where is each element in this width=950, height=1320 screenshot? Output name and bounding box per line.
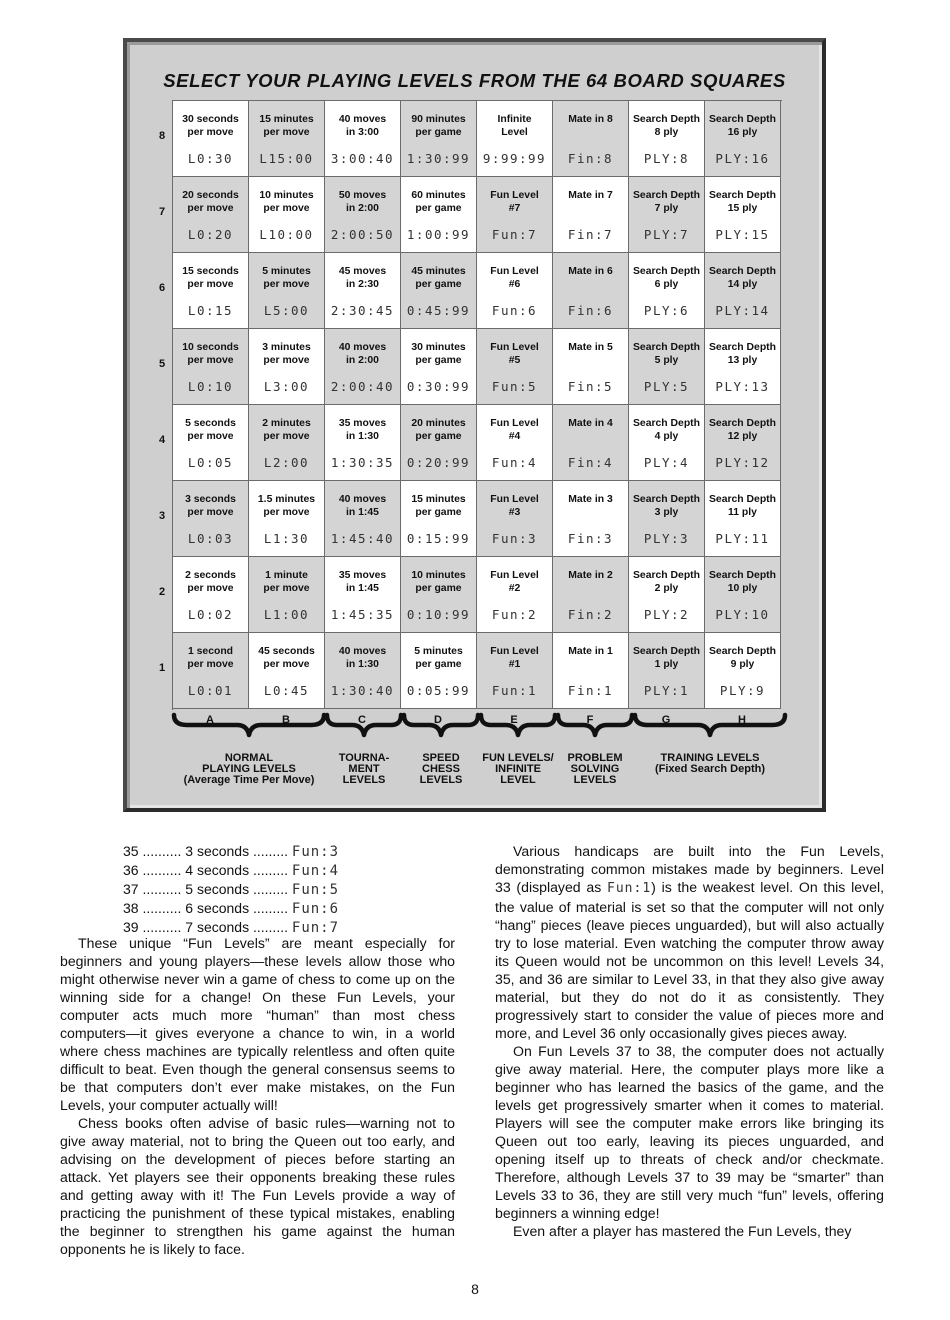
square-label-line2: per game bbox=[415, 355, 462, 366]
brace-problem bbox=[558, 715, 632, 735]
square-label-line1: 2 seconds bbox=[185, 570, 236, 581]
leader-dots: ......... bbox=[252, 881, 288, 897]
time-value: 6 seconds bbox=[185, 900, 250, 916]
square-label-line2: #7 bbox=[508, 203, 521, 214]
square-label-line1: 45 moves bbox=[338, 266, 387, 277]
square-label-line1: Mate in 7 bbox=[568, 190, 613, 201]
lcd-display-text: L0:01 bbox=[187, 683, 234, 698]
square-label-line2: per move bbox=[263, 355, 310, 366]
time-value: 5 seconds bbox=[185, 881, 250, 897]
fun-level-row bbox=[123, 899, 339, 918]
square-label-line2: per move bbox=[187, 583, 234, 594]
lcd-display-text: Fun:1 bbox=[491, 683, 538, 698]
file-label: A bbox=[206, 714, 214, 726]
lcd-display-text: Fun:4 bbox=[491, 455, 538, 470]
lcd-display-text: Fun:2 bbox=[491, 607, 538, 622]
square-label-line2: 6 ply bbox=[654, 279, 679, 290]
rank-label: 2 bbox=[158, 586, 166, 598]
rank-label: 1 bbox=[158, 662, 166, 674]
square-label-line2: #5 bbox=[508, 355, 521, 366]
category-fun: FUN LEVELS/ INFINITE LEVEL bbox=[482, 752, 554, 786]
lcd-display-text: PLY:1 bbox=[643, 683, 690, 698]
file-label: E bbox=[510, 714, 518, 726]
lcd-display-text: Fin:8 bbox=[567, 151, 614, 166]
square-label-line2: #1 bbox=[508, 659, 521, 670]
square-label-line1: Search Depth bbox=[633, 646, 700, 657]
square-label-line2: per move bbox=[187, 507, 234, 518]
square-label-line2: 10 ply bbox=[727, 583, 758, 594]
lcd-display-text: L0:15 bbox=[187, 303, 234, 318]
lcd-display-text: L15:00 bbox=[259, 151, 314, 166]
lcd-display-text: L0:30 bbox=[187, 151, 234, 166]
category-problem: PROBLEM SOLVING LEVELS bbox=[567, 752, 623, 786]
lcd-display-text: PLY:11 bbox=[715, 531, 770, 546]
square-label-line1: Fun Level bbox=[490, 190, 539, 201]
lcd-display-text: 3:00:40 bbox=[330, 151, 395, 166]
lcd-display-text: PLY:9 bbox=[719, 683, 766, 698]
lcd-display-text: 0:05:99 bbox=[406, 683, 471, 698]
category-normal: NORMAL PLAYING LEVELS (Average Time Per Move) bbox=[183, 752, 315, 786]
square-label-line1: Search Depth bbox=[633, 570, 700, 581]
square-label-line2: per move bbox=[187, 431, 234, 442]
leader-dots: ......... bbox=[252, 862, 288, 878]
lcd-display-text: 1:45:40 bbox=[330, 531, 395, 546]
square-label-line1: Search Depth bbox=[709, 342, 776, 353]
lcd-display-text: 0:20:99 bbox=[406, 455, 471, 470]
lcd-display-text: Fun:6 bbox=[491, 303, 538, 318]
lcd-display-text: Fun:7 bbox=[291, 920, 340, 936]
square-label-line2: per game bbox=[415, 127, 462, 138]
time-value: 7 seconds bbox=[185, 919, 250, 935]
lcd-display-text: Fun:3 bbox=[291, 844, 340, 860]
lcd-display-text: PLY:16 bbox=[715, 151, 770, 166]
brace-speed bbox=[404, 715, 478, 735]
square-label-line1: 30 seconds bbox=[182, 114, 239, 125]
square-label-line2: in 1:45 bbox=[346, 583, 379, 594]
lcd-display-text: 2:00:40 bbox=[330, 379, 395, 394]
square-label-line2: per move bbox=[263, 659, 310, 670]
square-label-line2: 16 ply bbox=[727, 127, 758, 138]
square-label-line2: in 1:45 bbox=[346, 507, 379, 518]
square-label-line1: Search Depth bbox=[633, 418, 700, 429]
square-label-line1: Search Depth bbox=[709, 190, 776, 201]
fun-level-row bbox=[123, 842, 339, 861]
lcd-display-text: Fun:7 bbox=[491, 227, 538, 242]
square-label-line1: Mate in 1 bbox=[568, 646, 613, 657]
left-text-column bbox=[60, 934, 455, 1258]
square-label-line2: 15 ply bbox=[727, 203, 758, 214]
square-label-line1: 15 minutes bbox=[411, 494, 466, 505]
square-label-line2: 5 ply bbox=[654, 355, 679, 366]
lcd-display-text: PLY:7 bbox=[643, 227, 690, 242]
category-training: TRAINING LEVELS (Fixed Search Depth) bbox=[654, 752, 766, 775]
lcd-display-text: 1:45:35 bbox=[330, 607, 395, 622]
square-label-line2: per move bbox=[187, 279, 234, 290]
lcd-display-text: Fun:4 bbox=[291, 863, 340, 879]
lcd-display-text: 0:45:99 bbox=[406, 303, 471, 318]
lcd-display-text: PLY:13 bbox=[715, 379, 770, 394]
square-label-line1: Fun Level bbox=[490, 266, 539, 277]
square-label-line1: Search Depth bbox=[709, 266, 776, 277]
square-label-line1: 20 minutes bbox=[411, 418, 466, 429]
lcd-display-text: PLY:3 bbox=[643, 531, 690, 546]
square-label-line1: Mate in 4 bbox=[568, 418, 613, 429]
lcd-display-text: PLY:5 bbox=[643, 379, 690, 394]
square-label-line1: Search Depth bbox=[633, 190, 700, 201]
square-label-line1: 40 moves bbox=[338, 494, 387, 505]
square-label-line2: 14 ply bbox=[727, 279, 758, 290]
category-speed: SPEED CHESS LEVELS bbox=[419, 752, 463, 786]
lcd-display-text: PLY:8 bbox=[643, 151, 690, 166]
square-label-line2: per move bbox=[263, 279, 310, 290]
square-label-line1: 35 moves bbox=[338, 418, 387, 429]
lcd-display-text: 0:30:99 bbox=[406, 379, 471, 394]
lcd-display-text: Fin:2 bbox=[567, 607, 614, 622]
lcd-display-text: L0:05 bbox=[187, 455, 234, 470]
lcd-display-text: 1:30:99 bbox=[406, 151, 471, 166]
level-number: 37 bbox=[123, 881, 139, 897]
lcd-display-text: L10:00 bbox=[259, 227, 314, 242]
leader-dots: ......... bbox=[252, 900, 288, 916]
square-label-line2: per move bbox=[187, 203, 234, 214]
paragraph: Various handicaps are built into the Fun Levels, demonstrating common mistakes made by beginners. Level 33 (displayed as Fun:1) is the weakest level. On this level, the value of material is set so that the computer will not only “hang” pieces (leave pieces unguarded), but will also actually try to lose material. Even watching the computer throw away its Queen would not be uncommon on this level! Levels 34, 35, and 36 are similar to Level 33, in that they also give away material, but they do not do it as consistently. They progressively start to consider the value of pieces more and more, and Level 36 only occasionally gives pieces away. bbox=[495, 843, 884, 1041]
lcd-display-text: 1:30:35 bbox=[330, 455, 395, 470]
square-label-line1: 5 seconds bbox=[185, 418, 236, 429]
square-label-line1: 5 minutes bbox=[262, 266, 311, 277]
lcd-display-text: L0:10 bbox=[187, 379, 234, 394]
square-label-line2: in 1:30 bbox=[346, 659, 379, 670]
lcd-display-text: Fin:1 bbox=[567, 683, 614, 698]
square-label-line1: Fun Level bbox=[490, 418, 539, 429]
square-label-line2: 4 ply bbox=[654, 431, 679, 442]
leader-dots: .......... bbox=[142, 881, 182, 897]
rank-label: 5 bbox=[158, 358, 166, 370]
square-label-line2: per move bbox=[187, 355, 234, 366]
square-label-line1: Search Depth bbox=[633, 342, 700, 353]
leader-dots: .......... bbox=[142, 843, 182, 859]
square-label-line2: per game bbox=[415, 203, 462, 214]
square-label-line1: 35 moves bbox=[338, 570, 387, 581]
square-label-line2: per game bbox=[415, 659, 462, 670]
lcd-display-text: L0:45 bbox=[263, 683, 310, 698]
square-label-line1: 40 moves bbox=[338, 342, 387, 353]
square-label-line1: Search Depth bbox=[633, 114, 700, 125]
category-tournament: TOURNA- MENT LEVELS bbox=[338, 752, 390, 786]
lcd-display-text: PLY:12 bbox=[715, 455, 770, 470]
paragraph: Chess books often advise of basic rules—warning not to give away material, not to bring the Queen out too early, and advising on the development of pieces before starting an attack. Yet players see their opponents breaking these rules and getting away with it! The Fun Levels provide a way of practicing the punishment of these typical mistakes, enabling the beginner to strengthen his game against the human opponents he is likely to face. bbox=[60, 1115, 455, 1257]
lcd-display-text: 0:15:99 bbox=[406, 531, 471, 546]
square-label-line2: per move bbox=[187, 127, 234, 138]
square-label-line1: 15 seconds bbox=[182, 266, 239, 277]
square-label-line2: 12 ply bbox=[727, 431, 758, 442]
lcd-display-text: Fin:6 bbox=[567, 303, 614, 318]
square-label-line2: per game bbox=[415, 507, 462, 518]
square-label-line2: in 3:00 bbox=[346, 127, 379, 138]
lcd-display-text: Fin:7 bbox=[567, 227, 614, 242]
square-label-line2: #3 bbox=[508, 507, 521, 518]
square-label-line2: 1 ply bbox=[654, 659, 679, 670]
category-braces bbox=[127, 42, 822, 782]
square-label-line1: 10 minutes bbox=[411, 570, 466, 581]
lcd-display-text: L0:20 bbox=[187, 227, 234, 242]
square-label-line2: per move bbox=[263, 127, 310, 138]
square-label-line2: in 1:30 bbox=[346, 431, 379, 442]
brace-training bbox=[635, 715, 785, 735]
lcd-display-text: 9:99:99 bbox=[482, 151, 547, 166]
rank-label: 3 bbox=[158, 510, 166, 522]
level-number: 38 bbox=[123, 900, 139, 916]
lcd-display-text: L1:30 bbox=[263, 531, 310, 546]
level-number: 39 bbox=[123, 919, 139, 935]
square-label-line1: 40 moves bbox=[338, 114, 387, 125]
square-label-line1: 45 minutes bbox=[411, 266, 466, 277]
square-label-line2: 9 ply bbox=[730, 659, 755, 670]
square-label-line1: 50 moves bbox=[338, 190, 387, 201]
lcd-display-text: Fun:1 bbox=[607, 881, 652, 896]
lcd-display-text: L0:03 bbox=[187, 531, 234, 546]
square-label-line2: #2 bbox=[508, 583, 521, 594]
lcd-display-text: Fun:5 bbox=[491, 379, 538, 394]
square-label-line2: per move bbox=[263, 583, 310, 594]
lcd-display-text: Fun:6 bbox=[291, 901, 340, 917]
square-label-line2: 13 ply bbox=[727, 355, 758, 366]
file-label: F bbox=[586, 714, 594, 726]
brace-normal bbox=[174, 715, 324, 735]
square-label-line1: 1.5 minutes bbox=[257, 494, 316, 505]
square-label-line2: 11 ply bbox=[728, 507, 757, 518]
page-number: 8 bbox=[471, 1281, 479, 1297]
file-label: D bbox=[434, 714, 442, 726]
paragraph: Even after a player has mastered the Fun Levels, they bbox=[513, 1223, 852, 1239]
square-label-line2: in 2:00 bbox=[346, 203, 379, 214]
square-label-line2: per move bbox=[187, 659, 234, 670]
lcd-display-text: PLY:4 bbox=[643, 455, 690, 470]
square-label-line1: 5 minutes bbox=[414, 646, 463, 657]
lcd-display-text: PLY:10 bbox=[715, 607, 770, 622]
lcd-display-text: L3:00 bbox=[263, 379, 310, 394]
square-label-line2: Level bbox=[501, 127, 528, 138]
square-label-line1: 10 minutes bbox=[259, 190, 314, 201]
square-label-line1: 40 moves bbox=[338, 646, 387, 657]
square-label-line2: per game bbox=[415, 279, 462, 290]
square-label-line1: Search Depth bbox=[709, 418, 776, 429]
time-value: 4 seconds bbox=[185, 862, 250, 878]
lcd-display-text: 2:30:45 bbox=[330, 303, 395, 318]
level-number: 36 bbox=[123, 862, 139, 878]
time-value: 3 seconds bbox=[185, 843, 250, 859]
square-label-line2: per move bbox=[263, 431, 310, 442]
fun-level-row bbox=[123, 861, 339, 880]
square-label-line1: Mate in 8 bbox=[568, 114, 613, 125]
leader-dots: .......... bbox=[142, 900, 182, 916]
square-label-line1: Infinite bbox=[497, 114, 532, 125]
square-label-line1: Search Depth bbox=[633, 266, 700, 277]
square-label-line2: 2 ply bbox=[654, 583, 679, 594]
square-label-line1: Mate in 5 bbox=[568, 342, 613, 353]
lcd-display-text: L0:02 bbox=[187, 607, 234, 622]
lcd-display-text: PLY:2 bbox=[643, 607, 690, 622]
square-label-line2: per game bbox=[415, 583, 462, 594]
right-text-column bbox=[495, 842, 884, 1240]
square-label-line1: Search Depth bbox=[633, 494, 700, 505]
square-label-line2: per move bbox=[263, 203, 310, 214]
rank-label: 6 bbox=[158, 282, 166, 294]
lcd-display-text: PLY:15 bbox=[715, 227, 770, 242]
square-label-line2: per move bbox=[263, 507, 310, 518]
brace-tournament bbox=[327, 715, 401, 735]
level-number: 35 bbox=[123, 843, 139, 859]
brace-fun bbox=[481, 715, 555, 735]
square-label-line1: Fun Level bbox=[490, 494, 539, 505]
lcd-display-text: Fun:3 bbox=[491, 531, 538, 546]
lcd-display-text: Fun:5 bbox=[291, 882, 340, 898]
square-label-line1: Search Depth bbox=[709, 570, 776, 581]
leader-dots: ......... bbox=[252, 919, 288, 935]
lcd-display-text: Fin:3 bbox=[567, 531, 614, 546]
lcd-display-text: Fin:4 bbox=[567, 455, 614, 470]
lcd-display-text: PLY:14 bbox=[715, 303, 770, 318]
file-label: C bbox=[358, 714, 366, 726]
square-label-line1: 3 minutes bbox=[262, 342, 311, 353]
square-label-line1: 30 minutes bbox=[411, 342, 466, 353]
board-title: SELECT YOUR PLAYING LEVELS FROM THE 64 BOARD SQUARES bbox=[163, 70, 786, 91]
square-label-line1: 2 minutes bbox=[262, 418, 311, 429]
square-label-line1: 20 seconds bbox=[182, 190, 239, 201]
file-label: H bbox=[738, 714, 746, 726]
square-label-line2: #6 bbox=[508, 279, 521, 290]
square-label-line1: Mate in 3 bbox=[568, 494, 613, 505]
square-label-line1: Mate in 2 bbox=[568, 570, 613, 581]
lcd-display-text: 2:00:50 bbox=[330, 227, 395, 242]
lcd-display-text: PLY:6 bbox=[643, 303, 690, 318]
lcd-display-text: 1:00:99 bbox=[406, 227, 471, 242]
lcd-display-text: L5:00 bbox=[263, 303, 310, 318]
square-label-line1: 60 minutes bbox=[411, 190, 466, 201]
square-label-line1: Search Depth bbox=[709, 114, 776, 125]
square-label-line1: 10 seconds bbox=[182, 342, 239, 353]
square-label-line1: Mate in 6 bbox=[568, 266, 613, 277]
square-label-line1: 1 minute bbox=[265, 570, 308, 581]
paragraph: On Fun Levels 37 to 38, the computer does not actually give away material. Here, the computer plays more like a beginner who has learned the basics of the game, and the levels get progressively smarter when it comes to material. Players will see the computer make errors like bringing its Queen out too early, leaving its pieces unguarded, and opening itself up to threats of check and/or checkmate. Therefore, although Levels 37 to 39 may be “smarter” than Levels 33 to 36, they are still very much “fun” levels, offering beginners a winning edge! bbox=[495, 1043, 884, 1221]
rank-label: 4 bbox=[158, 434, 166, 446]
lcd-display-text: 1:30:40 bbox=[330, 683, 395, 698]
lcd-display-text: Fin:5 bbox=[567, 379, 614, 394]
leader-dots: ......... bbox=[252, 843, 288, 859]
file-label: B bbox=[282, 714, 290, 726]
square-label-line1: 1 second bbox=[187, 646, 234, 657]
square-label-line1: Fun Level bbox=[490, 570, 539, 581]
rank-label: 8 bbox=[158, 130, 166, 142]
square-label-line2: in 2:00 bbox=[346, 355, 379, 366]
square-label-line1: 45 seconds bbox=[258, 646, 315, 657]
square-label-line1: 15 minutes bbox=[259, 114, 314, 125]
square-label-line2: per game bbox=[415, 431, 462, 442]
lcd-display-text: 0:10:99 bbox=[406, 607, 471, 622]
lcd-display-text: L1:00 bbox=[263, 607, 310, 622]
fun-level-row bbox=[123, 880, 339, 899]
rank-label: 7 bbox=[158, 206, 166, 218]
leader-dots: .......... bbox=[142, 919, 182, 935]
lcd-display-text: L2:00 bbox=[263, 455, 310, 470]
file-label: G bbox=[661, 714, 671, 726]
paragraph: These unique “Fun Levels” are meant especially for beginners and young players—these levels allow those who might otherwise never win a game of chess to come up on the winning side for a change! On these Fun Levels, your computer acts much more “human” than most chess computers—it gives everyone a chance to win, in a world where chess machines are typically relentless and often quite difficult to beat. Even though the general consensus seems to be that computers don’t ever make mistakes, on the Fun Levels, your computer actually will! bbox=[60, 935, 455, 1113]
square-label-line1: Search Depth bbox=[709, 646, 776, 657]
level-board-panel bbox=[123, 38, 826, 812]
square-label-line2: 7 ply bbox=[654, 203, 679, 214]
leader-dots: .......... bbox=[142, 862, 182, 878]
square-label-line1: 90 minutes bbox=[411, 114, 466, 125]
square-label-line2: 3 ply bbox=[654, 507, 679, 518]
square-label-line1: Search Depth bbox=[709, 494, 776, 505]
square-label-line2: in 2:30 bbox=[346, 279, 379, 290]
square-label-line1: Fun Level bbox=[490, 342, 539, 353]
square-label-line1: 3 seconds bbox=[185, 494, 236, 505]
square-label-line2: 8 ply bbox=[654, 127, 679, 138]
fun-level-list bbox=[123, 842, 339, 937]
square-label-line1: Fun Level bbox=[490, 646, 539, 657]
square-label-line2: #4 bbox=[508, 431, 521, 442]
